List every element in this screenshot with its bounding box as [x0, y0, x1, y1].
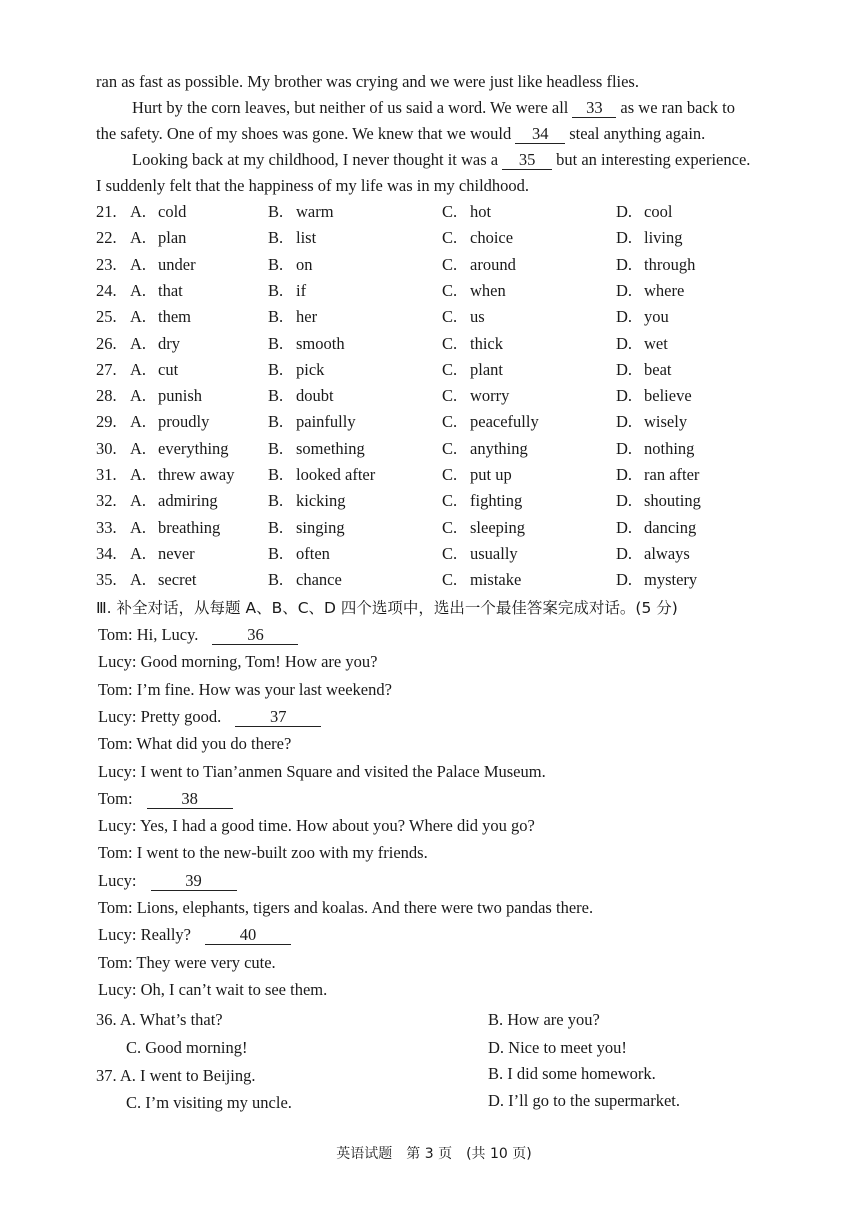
- option-letter: A.: [130, 254, 147, 274]
- option-text: sleeping: [470, 517, 525, 537]
- dialogue-text: Tom: I’m fine. How was your last weekend?: [98, 679, 392, 699]
- option-text: living: [644, 228, 683, 248]
- option-text: admiring: [158, 491, 218, 511]
- question-number: 30.: [96, 438, 117, 458]
- dialogue-line: [98, 871, 241, 891]
- passage-text: steal anything again.: [569, 124, 706, 143]
- option-row: [96, 360, 736, 382]
- option-letter: C.: [442, 333, 458, 353]
- option-letter: A.: [130, 307, 147, 327]
- option-text: wisely: [644, 412, 688, 432]
- option-text: never: [158, 543, 195, 563]
- dialogue-line: [98, 652, 377, 672]
- option-a: [130, 202, 186, 222]
- dialogue-text: Lucy: Good morning, Tom! How are you?: [98, 652, 378, 672]
- option-text: threw away: [158, 465, 235, 484]
- option-c: [442, 491, 522, 511]
- option-letter: C.: [442, 254, 458, 274]
- option-letter: A.: [130, 412, 147, 432]
- option-a: [130, 465, 235, 485]
- option-d: [616, 281, 684, 301]
- option-text: list: [296, 228, 317, 248]
- option-d: [616, 544, 690, 564]
- option-text: chance: [296, 570, 342, 590]
- option-b: [268, 281, 306, 301]
- option-a: [130, 412, 209, 432]
- option-row: [96, 281, 736, 303]
- dialogue-blank: 38: [147, 790, 233, 809]
- option-text: worry: [470, 386, 510, 406]
- option-text: breathing: [158, 517, 221, 537]
- question-number: 27.: [96, 359, 117, 379]
- option-letter: B.: [268, 491, 284, 511]
- option-text: mystery: [644, 570, 698, 590]
- option-letter: C.: [442, 202, 458, 221]
- option-a: [130, 570, 196, 590]
- answer-36-a: 36. A. What’s that?: [96, 1010, 223, 1029]
- option-letter: C.: [442, 386, 458, 406]
- option-c: [442, 228, 513, 248]
- option-d: [616, 307, 669, 327]
- option-b: [268, 412, 356, 432]
- option-letter: C.: [442, 491, 458, 511]
- question-number: 32.: [96, 491, 117, 511]
- option-text: cool: [644, 202, 673, 221]
- option-letter: B.: [268, 202, 284, 221]
- dialogue-text: Lucy: Really?: [98, 925, 192, 945]
- option-d: [616, 491, 701, 511]
- option-letter: D.: [616, 359, 633, 379]
- option-letter: D.: [616, 280, 633, 300]
- option-b: [268, 255, 313, 275]
- option-letter: B.: [268, 386, 284, 406]
- option-letter: D.: [616, 228, 633, 248]
- option-letter: A.: [130, 570, 147, 590]
- option-d: [616, 202, 672, 222]
- dialogue-line: [98, 707, 325, 727]
- option-c: [442, 281, 506, 301]
- option-b: [268, 544, 330, 564]
- option-letter: B.: [268, 228, 284, 248]
- option-letter: D.: [616, 570, 633, 590]
- option-letter: A.: [130, 438, 147, 458]
- option-a: [130, 544, 195, 564]
- option-text: looked after: [296, 465, 376, 484]
- option-text: her: [296, 307, 318, 327]
- question-number: 31.: [96, 465, 117, 484]
- option-letter: D.: [616, 386, 633, 406]
- option-letter: A.: [130, 333, 147, 353]
- option-text: anything: [470, 438, 528, 458]
- option-text: cut: [158, 359, 179, 379]
- option-row: [96, 202, 736, 224]
- option-c: [442, 465, 512, 485]
- option-c: [442, 439, 528, 459]
- dialogue-blank: 40: [205, 926, 291, 945]
- passage-line: [132, 150, 750, 170]
- option-text: everything: [158, 438, 229, 458]
- option-row: [96, 518, 736, 540]
- option-text: when: [470, 280, 506, 300]
- option-b: [268, 518, 345, 538]
- passage-text: ran as fast as possible. My brother was crying and we were just like headless flies.: [96, 72, 639, 91]
- option-letter: A.: [130, 359, 147, 379]
- option-text: punish: [158, 386, 203, 406]
- option-text: plant: [470, 359, 503, 379]
- option-d: [616, 334, 668, 354]
- option-letter: B.: [268, 359, 284, 379]
- question-number: 25.: [96, 307, 117, 327]
- option-text: that: [158, 280, 183, 300]
- option-text: plan: [158, 228, 187, 248]
- option-letter: B.: [268, 307, 284, 327]
- option-a: [130, 360, 178, 380]
- dialogue-line: [98, 953, 276, 973]
- dialogue-text: Lucy: Pretty good.: [98, 706, 222, 726]
- option-text: always: [644, 543, 690, 563]
- passage-text: Hurt by the corn leaves, but neither of us said a word. We were all: [132, 98, 569, 117]
- option-letter: B.: [268, 280, 284, 300]
- dialogue-blank: 39: [151, 872, 237, 891]
- answer-36-d: D. Nice to meet you!: [488, 1038, 627, 1057]
- option-text: if: [296, 280, 307, 300]
- option-letter: D.: [616, 491, 633, 511]
- dialogue-line: [98, 789, 237, 809]
- option-text: secret: [158, 570, 197, 590]
- passage-line: [132, 98, 735, 118]
- option-a: [130, 255, 196, 275]
- option-letter: C.: [442, 412, 458, 432]
- option-text: shouting: [644, 491, 701, 511]
- dialogue-line: [98, 925, 295, 945]
- dialogue-blank: 36: [212, 626, 298, 645]
- option-c: [442, 386, 509, 406]
- option-c: [442, 255, 516, 275]
- option-text: proudly: [158, 412, 210, 432]
- option-letter: B.: [268, 465, 284, 484]
- option-text: us: [470, 307, 485, 327]
- option-b: [268, 360, 324, 380]
- option-letter: C.: [442, 359, 458, 379]
- option-c: [442, 334, 503, 354]
- option-letter: C.: [442, 280, 458, 300]
- option-row: [96, 465, 736, 487]
- question-number: 23.: [96, 254, 117, 274]
- option-a: [130, 307, 191, 327]
- question-number: 33.: [96, 517, 117, 537]
- option-b: [268, 570, 342, 590]
- option-letter: D.: [616, 333, 633, 353]
- option-text: mistake: [470, 570, 522, 590]
- option-letter: C.: [442, 228, 458, 248]
- option-letter: C.: [442, 438, 458, 458]
- option-letter: A.: [130, 280, 147, 300]
- question-number: 26.: [96, 333, 117, 353]
- option-c: [442, 360, 503, 380]
- option-text: warm: [296, 202, 334, 221]
- dialogue-text: Lucy:: [98, 870, 137, 890]
- option-text: kicking: [296, 491, 346, 511]
- option-d: [616, 518, 696, 538]
- option-letter: D.: [616, 438, 633, 458]
- option-letter: A.: [130, 202, 147, 221]
- option-text: dry: [158, 333, 180, 353]
- dialogue-text: Lucy: I went to Tian’anmen Square and visited the Palace Museum.: [98, 761, 546, 781]
- question-number: 21.: [96, 202, 117, 221]
- option-letter: D.: [616, 543, 633, 563]
- option-b: [268, 439, 365, 459]
- option-a: [130, 386, 202, 406]
- option-letter: D.: [616, 517, 633, 537]
- option-text: dancing: [644, 517, 697, 537]
- option-letter: B.: [268, 412, 284, 432]
- option-text: painfully: [296, 412, 356, 432]
- option-letter: A.: [130, 465, 147, 484]
- option-letter: A.: [130, 491, 147, 511]
- option-a: [130, 334, 180, 354]
- option-row: [96, 439, 736, 461]
- option-letter: A.: [130, 517, 147, 537]
- option-letter: A.: [130, 228, 147, 248]
- option-letter: D.: [616, 254, 633, 274]
- option-letter: D.: [616, 307, 633, 327]
- option-text: around: [470, 254, 516, 274]
- passage-text: the safety. One of my shoes was gone. We knew that we would: [96, 124, 512, 143]
- option-a: [130, 228, 186, 248]
- option-letter: B.: [268, 517, 284, 537]
- option-row: [96, 334, 736, 356]
- option-b: [268, 386, 334, 406]
- option-row: [96, 386, 736, 408]
- option-b: [268, 491, 346, 511]
- dialogue-text: Tom: What did you do there?: [98, 734, 292, 754]
- option-letter: B.: [268, 333, 284, 353]
- option-text: pick: [296, 359, 325, 379]
- option-c: [442, 202, 491, 222]
- dialogue-text: Lucy: Yes, I had a good time. How about you? Where did you go?: [98, 816, 535, 836]
- dialogue-text: Tom:: [98, 788, 133, 808]
- dialogue-line: [98, 980, 327, 1000]
- option-letter: A.: [130, 386, 147, 406]
- option-text: ran after: [644, 465, 700, 484]
- passage-text: but an interesting experience.: [556, 150, 751, 169]
- answer-36-b: B. How are you?: [488, 1010, 600, 1029]
- option-a: [130, 439, 229, 459]
- option-text: under: [158, 254, 196, 274]
- option-d: [616, 412, 687, 432]
- option-d: [616, 439, 694, 459]
- answer-37-c: C. I’m visiting my uncle.: [126, 1093, 292, 1112]
- option-text: wet: [644, 333, 668, 353]
- passage-text: I suddenly felt that the happiness of my life was in my childhood.: [96, 176, 530, 195]
- option-c: [442, 518, 525, 538]
- option-text: singing: [296, 517, 345, 537]
- option-letter: D.: [616, 202, 633, 221]
- option-letter: B.: [268, 438, 284, 458]
- option-b: [268, 465, 375, 485]
- dialogue-line: [98, 898, 593, 918]
- option-b: [268, 202, 334, 222]
- option-text: on: [296, 254, 313, 274]
- option-c: [442, 570, 521, 590]
- option-letter: A.: [130, 543, 147, 563]
- option-text: doubt: [296, 386, 334, 406]
- option-d: [616, 255, 695, 275]
- dialogue-line: [98, 762, 546, 782]
- option-d: [616, 386, 692, 406]
- option-text: usually: [470, 543, 518, 563]
- dialogue-text: Tom: I went to the new-built zoo with my friends.: [98, 843, 428, 863]
- dialogue-line: [98, 843, 428, 863]
- option-letter: B.: [268, 254, 284, 274]
- option-row: [96, 307, 736, 329]
- option-letter: B.: [268, 543, 284, 563]
- option-letter: C.: [442, 307, 458, 327]
- page-footer: 英语试题 第 3 页 (共 10 页): [336, 1146, 532, 1162]
- option-letter: C.: [442, 517, 458, 537]
- option-text: nothing: [644, 438, 695, 458]
- blank-34: 34: [515, 125, 565, 144]
- blank-33: 33: [572, 99, 616, 118]
- option-a: [130, 281, 183, 301]
- dialogue-text: Lucy: Oh, I can’t wait to see them.: [98, 979, 328, 999]
- option-text: hot: [470, 202, 492, 221]
- dialogue-text: Tom: They were very cute.: [98, 952, 276, 972]
- option-text: cold: [158, 202, 187, 221]
- passage-line: [96, 72, 639, 92]
- option-row: [96, 412, 736, 434]
- option-row: [96, 544, 736, 566]
- option-text: you: [644, 307, 669, 327]
- option-b: [268, 334, 345, 354]
- section-heading: Ⅲ. 补全对话，从每题 A、B、C、D 四个选项中，选出一个最佳答案完成对话。(5 分): [96, 599, 678, 617]
- dialogue-blank: 37: [235, 708, 321, 727]
- option-d: [616, 570, 697, 590]
- option-b: [268, 228, 316, 248]
- option-text: smooth: [296, 333, 345, 353]
- passage-line: [96, 124, 705, 144]
- option-text: fighting: [470, 491, 523, 511]
- dialogue-line: [98, 816, 535, 836]
- option-letter: C.: [442, 465, 458, 484]
- option-letter: D.: [616, 465, 633, 484]
- option-b: [268, 307, 317, 327]
- answer-36-c: C. Good morning!: [126, 1038, 248, 1057]
- option-row: [96, 570, 736, 592]
- option-text: them: [158, 307, 191, 327]
- question-number: 24.: [96, 280, 117, 300]
- option-text: beat: [644, 359, 672, 379]
- option-a: [130, 491, 218, 511]
- option-letter: B.: [268, 570, 284, 590]
- passage-text: Looking back at my childhood, I never thought it was a: [132, 150, 499, 169]
- option-row: [96, 491, 736, 513]
- option-letter: C.: [442, 570, 458, 590]
- answer-37-b: B. I did some homework.: [488, 1064, 656, 1083]
- option-letter: C.: [442, 543, 458, 563]
- option-d: [616, 360, 671, 380]
- option-letter: D.: [616, 412, 633, 432]
- answer-37-a: 37. A. I went to Beijing.: [96, 1066, 256, 1085]
- passage-text: as we ran back to: [620, 98, 735, 117]
- dialogue-text: Tom: Lions, elephants, tigers and koalas. And there were two pandas there.: [98, 898, 594, 917]
- option-a: [130, 518, 220, 538]
- question-number: 28.: [96, 386, 117, 406]
- passage-line: [96, 176, 529, 196]
- option-text: peacefully: [470, 412, 539, 432]
- question-number: 22.: [96, 228, 117, 248]
- dialogue-text: Tom: Hi, Lucy.: [98, 625, 199, 644]
- blank-35: 35: [502, 151, 552, 170]
- option-row: [96, 255, 736, 277]
- option-c: [442, 412, 539, 432]
- option-row: [96, 228, 736, 250]
- option-d: [616, 228, 683, 248]
- option-text: thick: [470, 333, 503, 353]
- question-number: 34.: [96, 543, 117, 563]
- answer-37-d: D. I’ll go to the supermarket.: [488, 1091, 680, 1110]
- option-text: through: [644, 254, 696, 274]
- option-text: often: [296, 543, 330, 563]
- option-c: [442, 307, 485, 327]
- question-number: 29.: [96, 412, 117, 432]
- option-text: choice: [470, 228, 514, 248]
- option-text: where: [644, 280, 685, 300]
- option-text: believe: [644, 386, 692, 406]
- option-text: put up: [470, 465, 512, 484]
- option-c: [442, 544, 518, 564]
- option-d: [616, 465, 699, 485]
- dialogue-line: [98, 734, 291, 754]
- question-number: 35.: [96, 570, 117, 590]
- dialogue-line: [98, 680, 392, 700]
- option-text: something: [296, 438, 365, 458]
- dialogue-line: [98, 625, 302, 645]
